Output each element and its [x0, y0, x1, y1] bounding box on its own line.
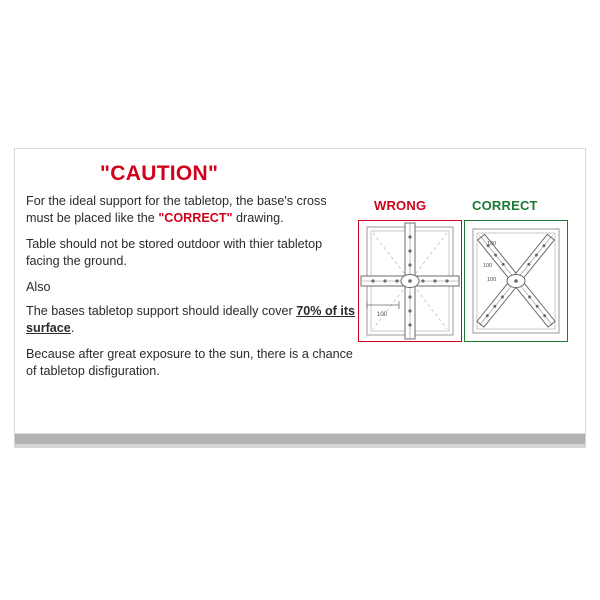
paragraph-4-part-3: . [70, 321, 75, 335]
diagram-group [358, 198, 576, 358]
paragraph-1 [26, 193, 356, 227]
paragraph-4 [26, 303, 356, 337]
wrong-dimension-label: 100 [377, 312, 388, 318]
correct-label: CORRECT [472, 198, 538, 213]
paragraph-5: Because after great exposure to the sun, there is a chance of tabletop disfiguration. [26, 347, 353, 378]
wrong-diagram-panel [358, 220, 462, 342]
correct-diagram-panel [464, 220, 568, 342]
sheet-bottom-shadow [14, 444, 586, 448]
body-text [26, 193, 356, 389]
wrong-diagram-svg [359, 221, 461, 341]
paragraph-4-surface-emphasis: 70% of its surface [26, 304, 356, 335]
correct-dimension-label-3: 100 [487, 277, 497, 283]
paragraph-1-part-1: For the ideal support for the tabletop, the base's cross must be placed like the [26, 194, 327, 225]
page-title: "CAUTION" [100, 162, 219, 185]
paragraph-3: Also [26, 280, 51, 294]
paragraph-2: Table should not be stored outdoor with thier tabletop facing the ground. [26, 237, 323, 268]
paragraph-4-part-1: The bases tabletop support should ideally cover [26, 304, 297, 318]
sheet-bottom-edge [14, 434, 586, 444]
correct-dimension-label-2: 100 [483, 263, 493, 269]
paragraph-1-correct-emphasis: "CORRECT" [158, 211, 233, 225]
wrong-label: WRONG [374, 198, 427, 213]
correct-dimension-label-1: 100 [487, 241, 497, 247]
correct-diagram-svg [465, 221, 567, 341]
paragraph-1-part-3: drawing. [232, 211, 284, 225]
